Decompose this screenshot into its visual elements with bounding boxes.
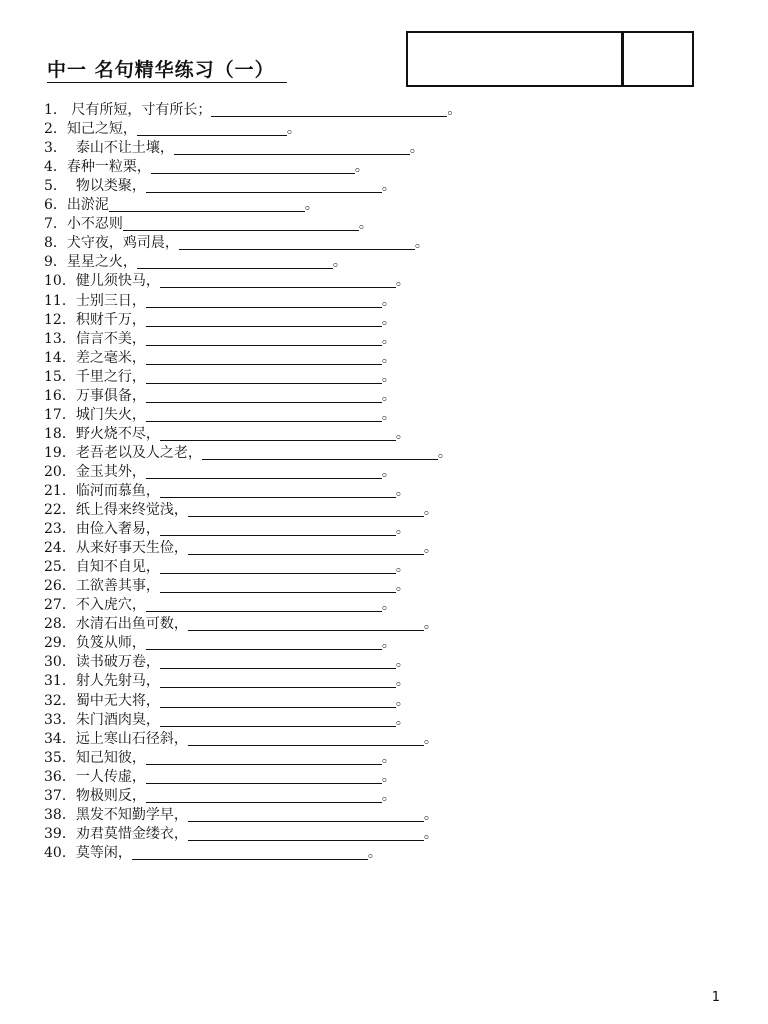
item-end-mark: 。 [367, 844, 382, 861]
item-prompt: 物极则反， [75, 787, 146, 804]
item-number: 39． [44, 825, 76, 842]
answer-blank[interactable] [160, 578, 396, 593]
item-number: 20． [44, 463, 76, 480]
answer-blank[interactable] [211, 102, 447, 117]
item-end-mark: 。 [381, 406, 396, 423]
item-number: 26． [44, 578, 76, 595]
answer-blank[interactable] [160, 712, 396, 727]
item-number: 21． [44, 482, 76, 499]
item-prompt: 负笈从师， [75, 635, 146, 652]
answer-blank[interactable] [188, 826, 424, 841]
item-prompt: 射人先射马， [75, 673, 160, 690]
item-prompt: 积财千万， [75, 311, 146, 328]
item-prompt: 物以类聚， [66, 178, 146, 195]
list-item [44, 387, 461, 406]
answer-blank[interactable] [160, 521, 396, 536]
answer-blank[interactable] [146, 769, 382, 784]
answer-blank[interactable] [160, 273, 396, 288]
item-number: 1． [44, 102, 67, 119]
list-item [44, 577, 461, 596]
item-prompt: 老吾老以及人之老， [75, 444, 202, 461]
list-item [44, 806, 461, 825]
list-item [44, 158, 461, 177]
item-prompt: 春种一粒栗， [66, 159, 151, 176]
item-end-mark: 。 [395, 673, 410, 690]
item-end-mark: 。 [395, 559, 410, 576]
item-number: 11． [44, 292, 76, 309]
item-prompt: 工欲善其事， [75, 578, 160, 595]
list-item [44, 749, 461, 768]
list-item [44, 672, 461, 691]
item-end-mark: 。 [395, 711, 410, 728]
answer-blank[interactable] [146, 597, 382, 612]
answer-blank[interactable] [146, 293, 382, 308]
item-end-mark: 。 [286, 121, 301, 138]
item-prompt: 城门失火， [75, 406, 146, 423]
item-prompt: 万事俱备， [75, 387, 146, 404]
item-prompt: 劝君莫惜金缕衣， [75, 825, 188, 842]
answer-blank[interactable] [146, 369, 382, 384]
item-end-mark: 。 [395, 273, 410, 290]
list-item [44, 120, 461, 139]
answer-blank[interactable] [137, 254, 333, 269]
answer-blank[interactable] [146, 178, 382, 193]
item-number: 29． [44, 635, 76, 652]
item-number: 22． [44, 502, 76, 519]
list-item [44, 196, 461, 215]
answer-blank[interactable] [146, 407, 382, 422]
item-prompt: 健儿须快马， [75, 273, 160, 290]
answer-blank[interactable] [160, 483, 396, 498]
list-item [44, 177, 461, 196]
list-item [44, 691, 461, 710]
list-item [44, 368, 461, 387]
item-number: 24． [44, 540, 76, 557]
list-item [44, 463, 461, 482]
score-box [406, 31, 694, 87]
list-item [44, 425, 461, 444]
score-cell-mark [624, 33, 692, 85]
item-prompt: 黑发不知勤学早， [75, 806, 188, 823]
item-end-mark: 。 [395, 482, 410, 499]
answer-blank[interactable] [188, 502, 424, 517]
page-number: 1 [711, 990, 720, 1005]
item-prompt: 临河而慕鱼， [75, 482, 160, 499]
item-end-mark: 。 [423, 730, 438, 747]
item-end-mark: 。 [423, 825, 438, 842]
item-prompt: 小不忍则 [66, 216, 123, 233]
list-item [44, 501, 461, 520]
list-item [44, 139, 461, 158]
item-end-mark: 。 [381, 330, 396, 347]
item-number: 25． [44, 559, 76, 576]
item-end-mark: 。 [381, 787, 396, 804]
item-end-mark: 。 [409, 140, 424, 157]
list-item [44, 406, 461, 425]
item-number: 3． [44, 140, 67, 157]
item-end-mark: 。 [381, 768, 396, 785]
list-item [44, 653, 461, 672]
item-prompt: 莫等闲， [75, 844, 132, 861]
item-prompt: 读书破万卷， [75, 654, 160, 671]
exercise-list [44, 101, 461, 863]
item-number: 36． [44, 768, 76, 785]
item-number: 12． [44, 311, 76, 328]
answer-blank[interactable] [146, 312, 382, 327]
item-number: 13． [44, 330, 76, 347]
item-end-mark: 。 [381, 368, 396, 385]
answer-blank[interactable] [146, 635, 382, 650]
item-number: 40． [44, 844, 76, 861]
list-item [44, 253, 461, 272]
item-number: 34． [44, 730, 76, 747]
item-end-mark: 。 [395, 425, 410, 442]
answer-blank[interactable] [202, 445, 438, 460]
item-end-mark: 。 [447, 102, 462, 119]
item-number: 30． [44, 654, 76, 671]
item-end-mark: 。 [395, 521, 410, 538]
item-prompt: 泰山不让土壤， [66, 140, 174, 157]
item-end-mark: 。 [381, 463, 396, 480]
item-end-mark: 。 [423, 616, 438, 633]
list-item [44, 311, 461, 330]
item-end-mark: 。 [381, 349, 396, 366]
answer-blank[interactable] [146, 331, 382, 346]
item-end-mark: 。 [381, 635, 396, 652]
list-item [44, 101, 461, 120]
answer-blank[interactable] [188, 540, 424, 555]
item-end-mark: 。 [423, 502, 438, 519]
list-item [44, 272, 461, 291]
answer-blank[interactable] [174, 140, 410, 155]
answer-blank[interactable] [179, 235, 415, 250]
answer-blank[interactable] [160, 426, 396, 441]
item-prompt: 金玉其外， [75, 463, 146, 480]
item-prompt: 知己之短， [66, 121, 137, 138]
item-end-mark: 。 [414, 235, 429, 252]
item-end-mark: 。 [381, 311, 396, 328]
item-prompt: 一人传虚， [75, 768, 146, 785]
page-title: 中一 名句精华练习（一） [47, 58, 287, 83]
answer-blank[interactable] [188, 731, 424, 746]
answer-blank[interactable] [160, 693, 396, 708]
item-end-mark: 。 [395, 692, 410, 709]
list-item [44, 634, 461, 653]
item-number: 8． [44, 235, 67, 252]
item-end-mark: 。 [437, 444, 452, 461]
item-number: 17． [44, 406, 76, 423]
item-prompt: 水清石出鱼可数， [75, 616, 188, 633]
list-item [44, 291, 461, 310]
item-number: 16． [44, 387, 76, 404]
item-number: 6． [44, 197, 67, 214]
item-end-mark: 。 [423, 540, 438, 557]
item-end-mark: 。 [332, 254, 347, 271]
item-number: 37． [44, 787, 76, 804]
item-end-mark: 。 [381, 178, 396, 195]
answer-blank[interactable] [123, 216, 359, 231]
item-number: 19． [44, 444, 76, 461]
item-prompt: 不入虎穴， [75, 597, 146, 614]
item-prompt: 从来好事天生俭， [75, 540, 188, 557]
answer-blank[interactable] [146, 350, 382, 365]
item-end-mark: 。 [395, 578, 410, 595]
answer-blank[interactable] [151, 159, 355, 174]
item-number: 27． [44, 597, 76, 614]
list-item [44, 596, 461, 615]
answer-blank[interactable] [188, 807, 424, 822]
item-number: 10． [44, 273, 76, 290]
item-prompt: 信言不美， [75, 330, 146, 347]
item-prompt: 远上寒山石径斜， [75, 730, 188, 747]
item-number: 9． [44, 254, 67, 271]
answer-blank[interactable] [146, 750, 382, 765]
list-item [44, 444, 461, 463]
list-item [44, 520, 461, 539]
item-number: 33． [44, 711, 76, 728]
item-end-mark: 。 [381, 749, 396, 766]
list-item [44, 768, 461, 787]
item-number: 7． [44, 216, 67, 233]
list-item [44, 615, 461, 634]
list-item [44, 482, 461, 501]
item-prompt: 千里之行， [75, 368, 146, 385]
item-prompt: 尺有所短，寸有所长； [66, 102, 212, 119]
answer-blank[interactable] [137, 121, 287, 136]
item-prompt: 士别三日， [75, 292, 146, 309]
answer-blank[interactable] [132, 845, 368, 860]
list-item [44, 558, 461, 577]
item-number: 32． [44, 692, 76, 709]
item-number: 18． [44, 425, 76, 442]
item-number: 23． [44, 521, 76, 538]
answer-blank[interactable] [188, 616, 424, 631]
answer-blank[interactable] [146, 464, 382, 479]
item-prompt: 自知不自见， [75, 559, 160, 576]
answer-blank[interactable] [160, 559, 396, 574]
list-item [44, 234, 461, 253]
answer-blank[interactable] [109, 197, 305, 212]
item-end-mark: 。 [395, 654, 410, 671]
item-prompt: 朱门酒肉臭， [75, 711, 160, 728]
item-prompt: 蜀中无大将， [75, 692, 160, 709]
list-item [44, 539, 461, 558]
list-item [44, 711, 461, 730]
item-end-mark: 。 [358, 216, 373, 233]
list-item [44, 330, 461, 349]
item-number: 28． [44, 616, 76, 633]
answer-blank[interactable] [160, 673, 396, 688]
item-prompt: 犬守夜，鸡司晨， [66, 235, 179, 252]
list-item [44, 825, 461, 844]
item-end-mark: 。 [354, 159, 369, 176]
item-end-mark: 。 [304, 197, 319, 214]
answer-blank[interactable] [146, 388, 382, 403]
item-number: 4． [44, 159, 67, 176]
item-end-mark: 。 [423, 806, 438, 823]
item-prompt: 星星之火， [66, 254, 137, 271]
list-item [44, 730, 461, 749]
list-item [44, 215, 461, 234]
item-number: 31． [44, 673, 76, 690]
answer-blank[interactable] [160, 654, 396, 669]
item-prompt: 知己知彼， [75, 749, 146, 766]
item-prompt: 差之毫米， [75, 349, 146, 366]
list-item [44, 787, 461, 806]
answer-blank[interactable] [146, 788, 382, 803]
item-number: 15． [44, 368, 76, 385]
item-number: 5． [44, 178, 67, 195]
item-number: 35． [44, 749, 76, 766]
item-prompt: 出淤泥 [66, 197, 109, 214]
item-prompt: 纸上得来终觉浅， [75, 502, 188, 519]
item-end-mark: 。 [381, 597, 396, 614]
item-prompt: 由俭入奢易， [75, 521, 160, 538]
score-cell-name [408, 33, 624, 85]
item-number: 2． [44, 121, 67, 138]
item-number: 38． [44, 806, 76, 823]
item-prompt: 野火烧不尽， [75, 425, 160, 442]
item-end-mark: 。 [381, 292, 396, 309]
item-number: 14． [44, 349, 76, 366]
list-item [44, 349, 461, 368]
list-item [44, 844, 461, 863]
item-end-mark: 。 [381, 387, 396, 404]
